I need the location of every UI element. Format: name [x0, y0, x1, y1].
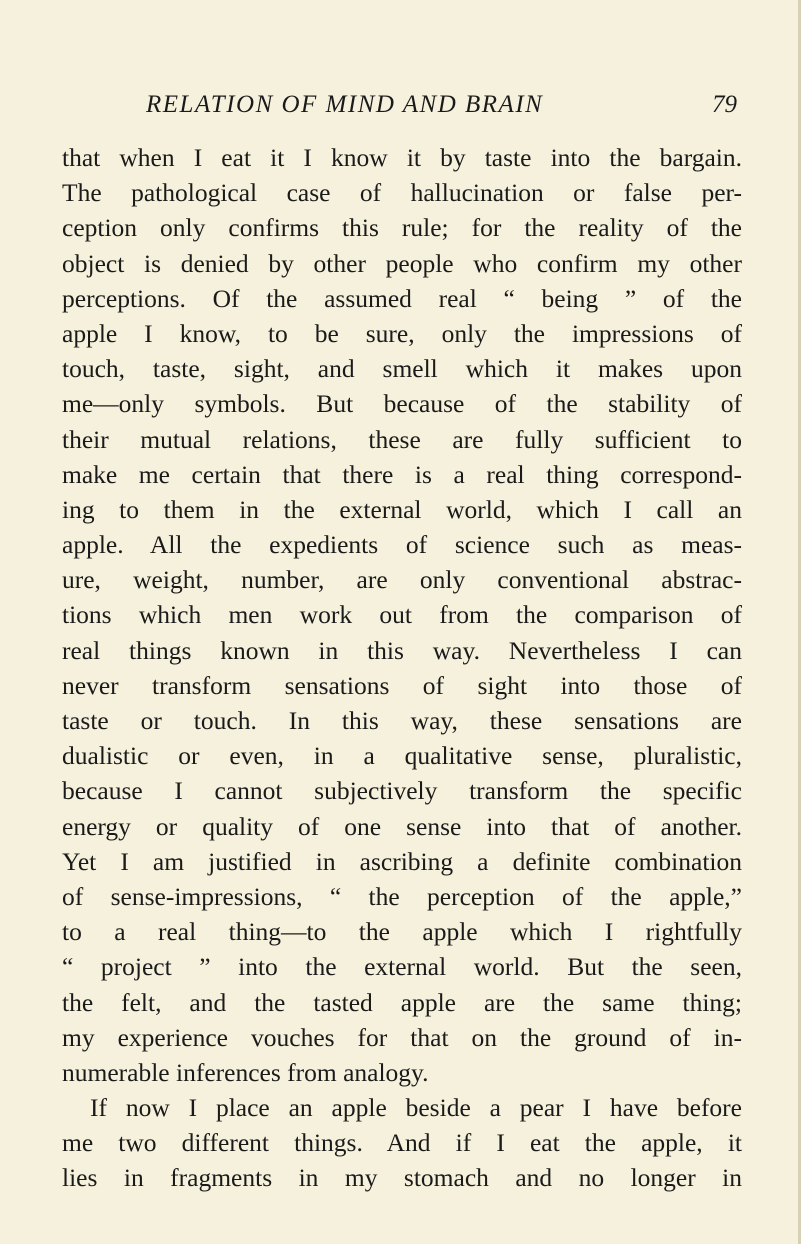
- text-line: ure, weight, number, are only conventional abstrac-: [62, 565, 742, 595]
- text-line: of sense-impressions, “ the perception of the apple,”: [62, 881, 742, 911]
- text-line: real things known in this way. Nevertheless I can: [62, 635, 742, 665]
- text-line: that when I eat it I know it by taste into the bargain.: [62, 143, 742, 172]
- text-line: The pathological case of hallucination or false per-: [62, 178, 742, 208]
- text-line: me two different things. And if I eat the apple, it: [62, 1128, 742, 1158]
- text-line: never transform sensations of sight into those of: [62, 670, 742, 700]
- text-line: Yet I am justified in ascribing a definite combination: [62, 846, 742, 876]
- text-line: to a real thing—to the apple which I rightfully: [62, 917, 742, 947]
- text-line: energy or quality of one sense into that of another.: [62, 811, 742, 841]
- text-line: my experience vouches for that on the ground of in-: [62, 1022, 742, 1052]
- body-text: [62, 140, 742, 1196]
- text-line: taste or touch. In this way, these sensations are: [62, 706, 742, 735]
- running-title: RELATION OF MIND AND BRAIN: [146, 91, 544, 118]
- text-line: “ project ” into the external world. But the seen,: [62, 952, 742, 982]
- page-number: 79: [712, 91, 737, 118]
- text-line: apple. All the expedients of science such as meas-: [62, 530, 742, 560]
- text-line: object is denied by other people who confirm my other: [62, 248, 742, 278]
- text-line: me—only symbols. But because of the stability of: [62, 389, 742, 419]
- text-line: numerable inferences from analogy.: [62, 1057, 429, 1087]
- text-line: apple I know, to be sure, only the impressions of: [62, 318, 742, 348]
- text-line: If now I place an apple beside a pear I have before: [90, 1093, 742, 1123]
- text-line: ception only confirms this rule; for the reality of the: [62, 213, 742, 243]
- text-line: touch, taste, sight, and smell which it makes upon: [62, 354, 742, 384]
- text-line: tions which men work out from the comparison of: [62, 600, 742, 630]
- text-line: because I cannot subjectively transform the specific: [62, 776, 742, 806]
- text-line: their mutual relations, these are fully sufficient to: [62, 424, 742, 454]
- text-line: ing to them in the external world, which I call an: [62, 494, 742, 524]
- text-line: dualistic or even, in a qualitative sense, pluralistic,: [62, 741, 742, 771]
- text-line: the felt, and the tasted apple are the same thing;: [62, 987, 742, 1017]
- text-line: lies in fragments in my stomach and no longer in: [62, 1163, 742, 1193]
- text-line: make me certain that there is a real thing correspond-: [62, 459, 742, 489]
- text-line: perceptions. Of the assumed real “ being ” of the: [62, 283, 742, 313]
